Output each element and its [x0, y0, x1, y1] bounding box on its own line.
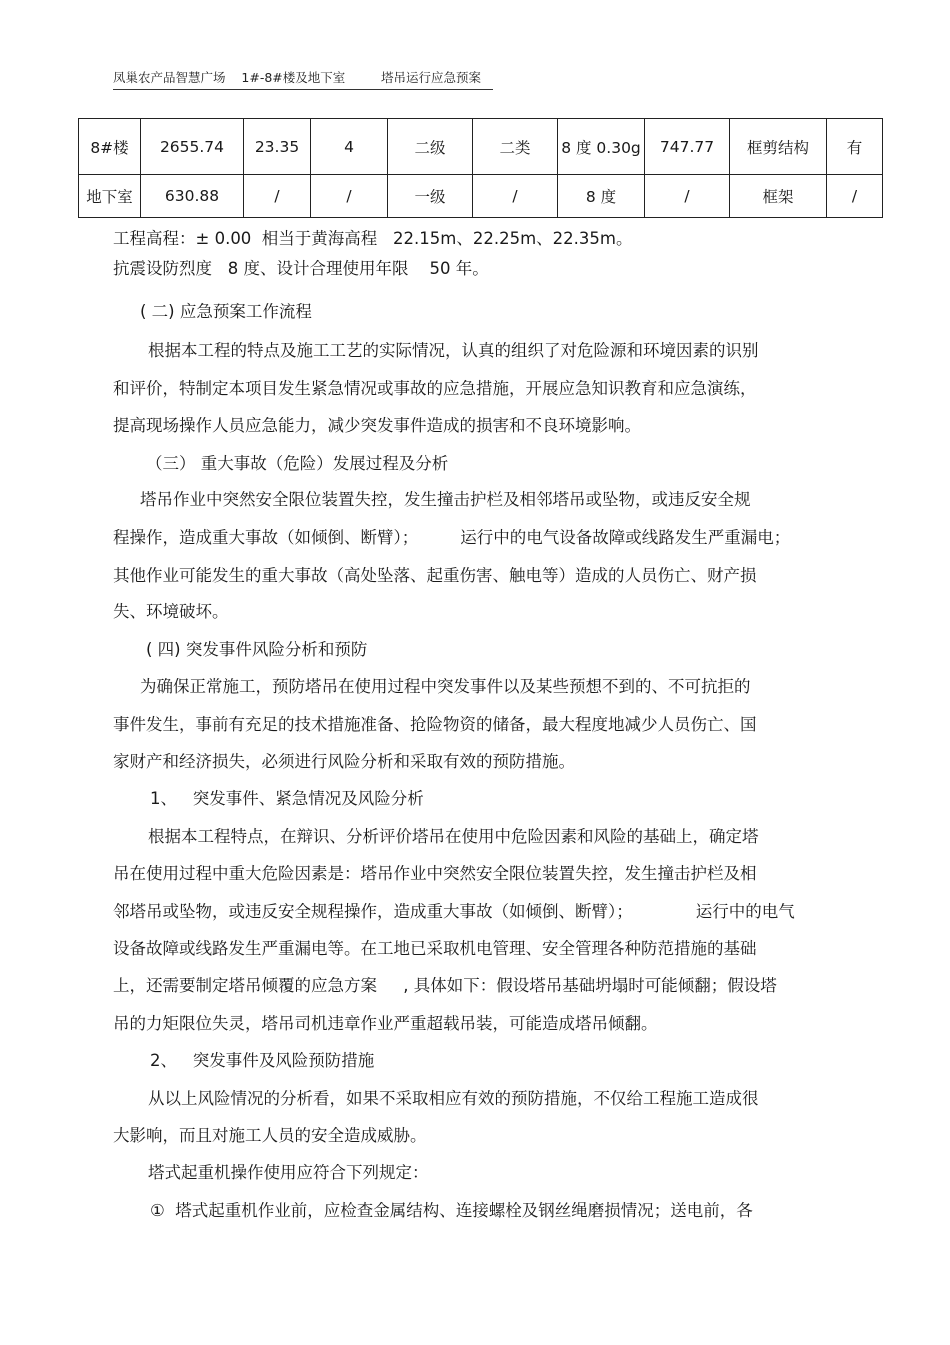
- table-row: [79, 175, 883, 218]
- table-cell: 二级: [388, 119, 473, 175]
- section-heading: ( 四) 突发事件风险分析和预防: [146, 640, 368, 659]
- table-cell: 2655.74: [141, 119, 244, 175]
- body-text-line: 从以上风险情况的分析看，如果不采取相应有效的预防措施，不仅给工程施工造成很: [148, 1089, 759, 1108]
- table-cell: 23.35: [244, 119, 311, 175]
- table-cell: 框架: [730, 175, 827, 218]
- body-text-line: 其他作业可能发生的重大事故（高处坠落、起重伤害、触电等）造成的人员伤亡、财产损: [113, 566, 757, 585]
- body-text-line: 吊的力矩限位失灵，塔吊司机违章作业严重超载吊装，可能造成塔吊倾翻。: [113, 1014, 658, 1033]
- table-cell: 747.77: [645, 119, 730, 175]
- table-cell: 4: [311, 119, 388, 175]
- body-text-line: 塔式起重机操作使用应符合下列规定：: [148, 1163, 429, 1182]
- body-text-line: 根据本工程的特点及施工工艺的实际情况，认真的组织了对危险源和环境因素的识别: [148, 341, 759, 360]
- body-text-line: 家财产和经济损失，必须进行风险分析和采取有效的预防措施。: [113, 752, 575, 771]
- body-text-line: 上，还需要制定塔吊倾覆的应急方案 , 具体如下：假设塔吊基础坍塌时可能倾翻；假设塔: [113, 976, 777, 995]
- body-text-line: 为确保正常施工，预防塔吊在使用过程中突发事件以及某些预想不到的、不可抗拒的: [140, 677, 751, 696]
- table-cell: 地下室: [79, 175, 141, 218]
- table-cell: 有: [827, 119, 883, 175]
- table-cell: /: [244, 175, 311, 218]
- body-text-line: 工程高程：± 0.00 相当于黄海高程 22.15m、22.25m、22.35m。: [113, 229, 633, 248]
- body-text-line: 失、环境破坏。: [113, 602, 229, 621]
- table-cell: /: [311, 175, 388, 218]
- table-cell: 框剪结构: [730, 119, 827, 175]
- body-text-line: 设备故障或线路发生严重漏电等。在工地已采取机电管理、安全管理各种防范措施的基础: [113, 939, 757, 958]
- body-text-line: 邻塔吊或坠物，或违反安全规程操作，造成重大事故（如倾倒、断臂）； 运行中的电气: [113, 902, 795, 921]
- table-cell: /: [473, 175, 558, 218]
- body-text-line: 和评价，特制定本项目发生紧急情况或事故的应急措施，开展应急知识教育和应急演练，: [113, 379, 757, 398]
- list-item: ① 塔式起重机作业前，应检查金属结构、连接螺栓及钢丝绳磨损情况；送电前，各: [150, 1201, 753, 1220]
- table-cell: 8 度: [558, 175, 645, 218]
- table-cell: /: [645, 175, 730, 218]
- body-text-line: 事件发生，事前有充足的技术措施准备、抢险物资的储备，最大程度地减少人员伤亡、国: [113, 715, 757, 734]
- table-row: [79, 119, 883, 175]
- table-cell: 一级: [388, 175, 473, 218]
- table-cell: /: [827, 175, 883, 218]
- section-heading: （三） 重大事故（危险）发展过程及分析: [146, 454, 449, 473]
- body-text-line: 大影响，而且对施工人员的安全造成威胁。: [113, 1126, 427, 1145]
- body-text-line: 程操作，造成重大事故（如倾倒、断臂）； 运行中的电气设备故障或线路发生严重漏电；: [113, 528, 791, 547]
- table-cell: 8#楼: [79, 119, 141, 175]
- table-cell: 8 度 0.30g: [558, 119, 645, 175]
- section-heading: ( 二) 应急预案工作流程: [140, 302, 312, 321]
- body-text-line: 抗震设防烈度 8 度、设计合理使用年限 50 年。: [113, 259, 489, 278]
- subsection-heading: 1、 突发事件、紧急情况及风险分析: [150, 789, 424, 808]
- body-text-line: 根据本工程特点，在辩识、分析评价塔吊在使用中危险因素和风险的基础上，确定塔: [148, 827, 759, 846]
- body-text-line: 提高现场操作人员应急能力，减少突发事件造成的损害和不良环境影响。: [113, 416, 641, 435]
- building-info-table: [78, 118, 883, 218]
- table-cell: 630.88: [141, 175, 244, 218]
- body-text-line: 塔吊作业中突然安全限位装置失控，发生撞击护栏及相邻塔吊或坠物，或违反安全规: [140, 490, 751, 509]
- table-cell: 二类: [473, 119, 558, 175]
- subsection-heading: 2、 突发事件及风险预防措施: [150, 1051, 375, 1070]
- page-header: 凤巢农产品智慧广场 1#-8#楼及地下室 塔吊运行应急预案: [113, 68, 493, 90]
- body-text-line: 吊在使用过程中重大危险因素是：塔吊作业中突然安全限位装置失控，发生撞击护栏及相: [113, 864, 757, 883]
